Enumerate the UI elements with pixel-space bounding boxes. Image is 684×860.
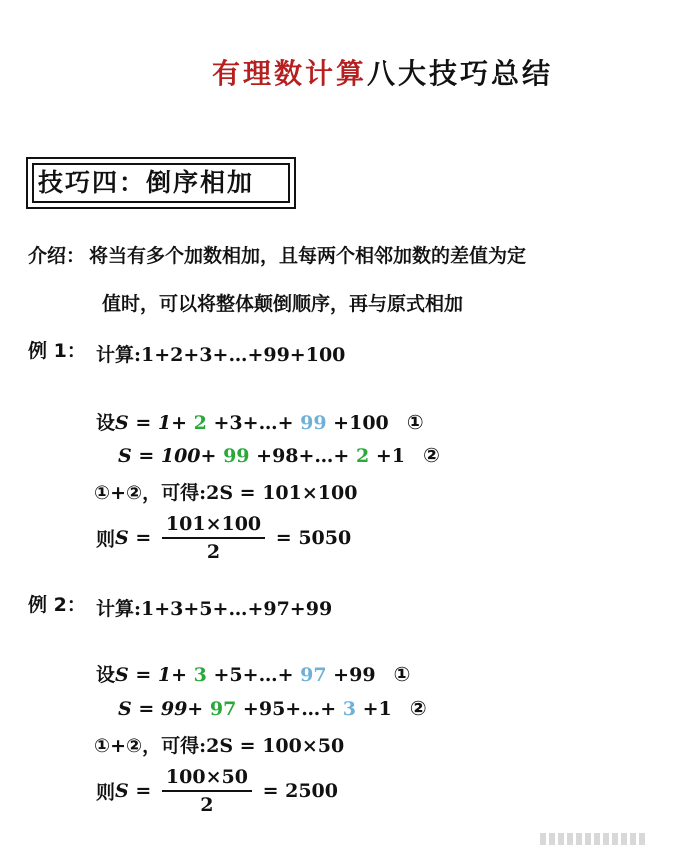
intro-text bbox=[28, 232, 668, 328]
intro-line1: 将当有多个加数相加，且每两个相邻加数的差值为定 bbox=[89, 245, 527, 267]
title-red-part: 有理数计算 bbox=[212, 57, 368, 90]
intro-prefix: 介绍： bbox=[28, 245, 86, 267]
circle-two-mark: ② bbox=[409, 696, 427, 720]
example-1-equation-1: 设S = 1+ 2 +3+…+ 99 +100 ① bbox=[96, 410, 424, 434]
example-1-label: 例 1： bbox=[28, 340, 86, 362]
section-heading: 技巧四：倒序相加 bbox=[38, 168, 255, 197]
example-1-equation-2: S = 100+ 99 +98+…+ 2 +1 ② bbox=[118, 443, 440, 467]
example-2-equation-1: 设S = 1+ 3 +5+…+ 97 +99 ① bbox=[96, 662, 411, 686]
example-2-label: 例 2： bbox=[28, 594, 86, 616]
circle-one-mark: ① bbox=[393, 662, 411, 686]
footer-decoration bbox=[540, 830, 670, 842]
example-2-result: 则S = $\frac{100\times 50}{2}$ = 2500 bbox=[96, 766, 338, 816]
example-1-task: 计算:1+2+3+…+99+100 bbox=[96, 344, 346, 366]
example-2-sum-line: ①+②，可得:2S = 100×50 bbox=[94, 735, 345, 757]
intro-line2: 值时，可以将整体颠倒顺序，再与原式相加 bbox=[102, 293, 464, 315]
example-2-task: 计算:1+3+5+…+97+99 bbox=[96, 598, 333, 620]
page-title bbox=[212, 52, 553, 92]
example-2-equation-2: S = 99+ 97 +95+…+ 3 +1 ② bbox=[118, 696, 427, 720]
section-heading-box bbox=[26, 157, 296, 209]
circle-two-mark: ② bbox=[422, 443, 440, 467]
example-1-sum-line: ①+②，可得:2S = 101×100 bbox=[94, 482, 358, 504]
circle-one-mark: ① bbox=[406, 410, 424, 434]
example-1-result: 则S = $\frac{101\times 100}{2}$ = 5050 bbox=[96, 513, 352, 563]
example-1-fraction: $\frac{101\times 100}{2}$ bbox=[162, 511, 265, 565]
example-2-fraction: $\frac{100\times 50}{2}$ bbox=[162, 764, 252, 818]
title-black-part: 八大技巧总结 bbox=[367, 57, 554, 90]
